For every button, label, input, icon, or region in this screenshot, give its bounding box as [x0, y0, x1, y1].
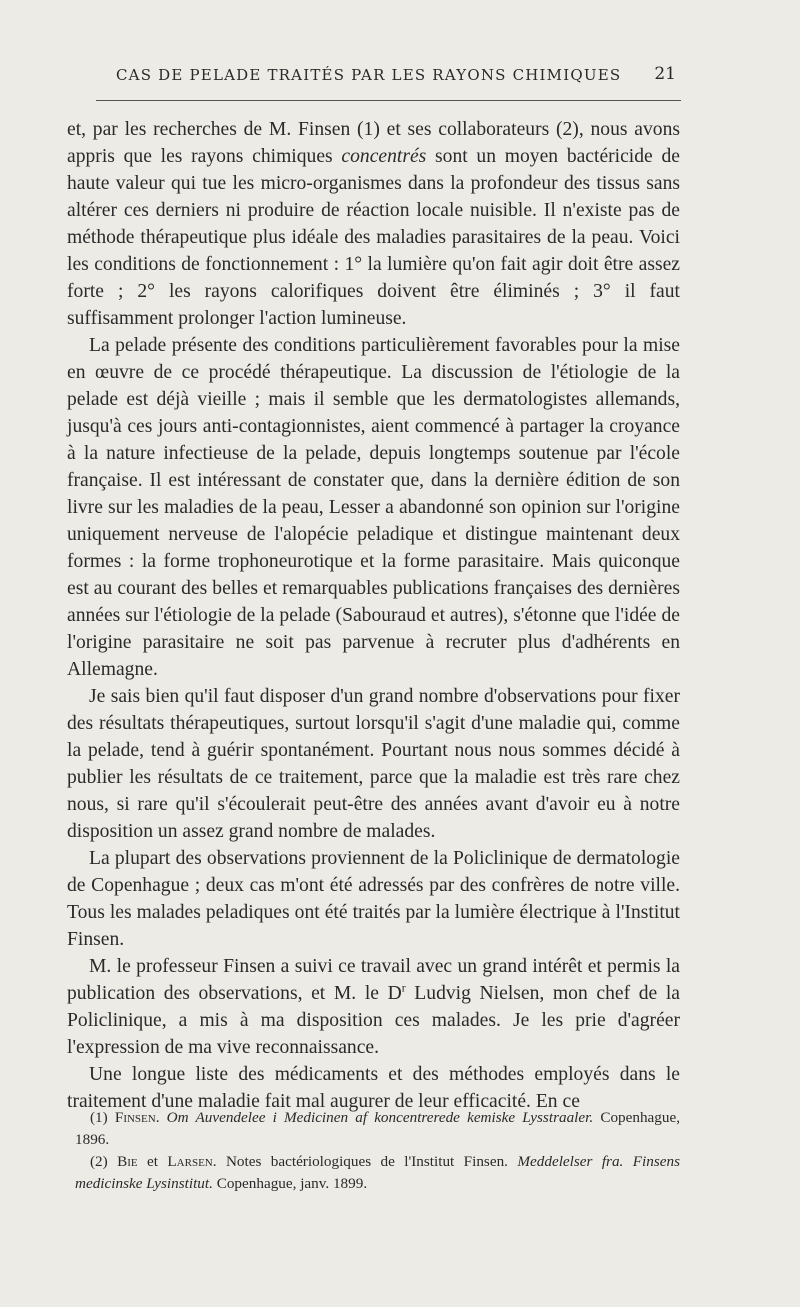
paragraph-5	[67, 953, 680, 1061]
footnote-2-journal: Meddelelser fra. Finsens medicinske Lysinstitut.	[75, 1153, 680, 1192]
footnote-2-conjunction: et	[137, 1153, 168, 1170]
page-number: 21	[654, 64, 676, 84]
footnote-1-title: Om Auvendelee i Medicinen af koncentrerede kemiske Lysstraaler.	[166, 1109, 594, 1126]
running-head-title: CAS DE PELADE TRAITÉS PAR LES RAYONS CHIMIQUES	[116, 66, 622, 84]
footnote-1	[75, 1107, 680, 1151]
superscript-r: r	[401, 981, 406, 995]
footnote-2-author-2: Larsen.	[167, 1153, 217, 1170]
paragraph-5-text-a: M. le professeur Finsen a suivi ce travail avec un grand intérêt et permis la publication des observations, et M. le D	[67, 956, 680, 1004]
footnote-2-number: (2)	[90, 1153, 108, 1170]
paragraph-4: La plupart des observations proviennent de la Policlinique de dermatologie de Copenhague ; deux cas m'ont été adressés par des confrères de notre ville. Tous les malades peladiques ont été traités par la lumière électrique à l'Institut Finsen.	[67, 848, 680, 950]
body-text	[67, 116, 680, 1115]
footnote-1-author: Finsen.	[114, 1109, 160, 1126]
emphasis-concentres: concentrés	[341, 146, 427, 167]
paragraph-1-text-a: et, par les recherches de M. Finsen (1) et ses collaborateurs (2), nous avons appris que les rayons chimiques	[67, 119, 680, 167]
running-head	[90, 66, 680, 92]
footnote-2	[75, 1151, 680, 1195]
paragraph-3: Je sais bien qu'il faut disposer d'un grand nombre d'observations pour fixer des résultats thérapeutiques, surtout lorsqu'il s'agit d'une maladie qui, comme la pelade, tend à guérir spontanément. Pourtant nous nous sommes décidé à publier les résultats de ce traitement, parce que la maladie est très rare chez nous, si rare qu'il s'écoulerait peut-être des années avant d'avoir eu à notre disposition un assez grand nombre de malades.	[67, 686, 680, 842]
footnote-1-place-date: Copenhague, 1896.	[75, 1109, 681, 1148]
paragraph-1	[67, 116, 680, 332]
paragraph-2: La pelade présente des conditions particulièrement favorables pour la mise en œuvre de ce procédé thérapeutique. La discussion de l'étiologie de la pelade est déjà vieille ; mais il semble que les dermatologistes allemands, jusqu'à ces jours anti-contagionnistes, aient commencé à partager la croyance à la nature infectieuse de la pelade, depuis longtemps soutenue par l'école française. Il est intéressant de constater que, dans la dernière édition de son livre sur les maladies de la peau, Lesser a abandonné son opinion sur l'origine uniquement nerveuse de l'alopécie peladique et distingue maintenant deux formes : la forme trophoneurotique et la forme parasitaire. Mais quiconque est au courant des belles et remarquables publications françaises des dernières années sur l'étiologie de la pelade (Sabouraud et autres), s'étonne que l'idée de l'origine parasitaire ne soit pas parvenue à recruter plus d'adhérents en Allemagne.	[67, 335, 680, 680]
footnotes	[75, 1107, 680, 1195]
footnote-2-author-1: Bie	[117, 1153, 138, 1170]
paragraph-1-text-b: sont un moyen bactéricide de haute valeur qui tue les micro-organismes dans la profondeur des tissus sans altérer ces derniers ni produire de réaction locale nuisible. Il n'existe pas de méthode thérapeutique plus idéale des maladies parasitaires de la peau. Voici les conditions de fonctionnement : 1° la lumière qu'on fait agir doit être assez forte ; 2° les rayons calorifiques doivent être éliminés ; 3° il faut suffisamment prolonger l'action lumineuse.	[67, 146, 680, 329]
footnote-2-title: Notes bactériologiques de l'Institut Finsen.	[216, 1153, 518, 1170]
header-rule	[96, 100, 681, 101]
paragraph-5-text-b: Ludvig Nielsen, mon chef de la Policlinique, a mis à ma disposition ces malades. Je les prie d'agréer l'expression de ma vive reconnaissance.	[67, 983, 680, 1058]
footnote-1-number: (1)	[90, 1109, 108, 1126]
paragraph-6: Une longue liste des médicaments et des méthodes employés dans le traitement d'une maladie fait mal augurer de leur efficacité. En ce	[67, 1064, 680, 1112]
footnote-2-place-date: Copenhague, janv. 1899.	[212, 1175, 368, 1192]
